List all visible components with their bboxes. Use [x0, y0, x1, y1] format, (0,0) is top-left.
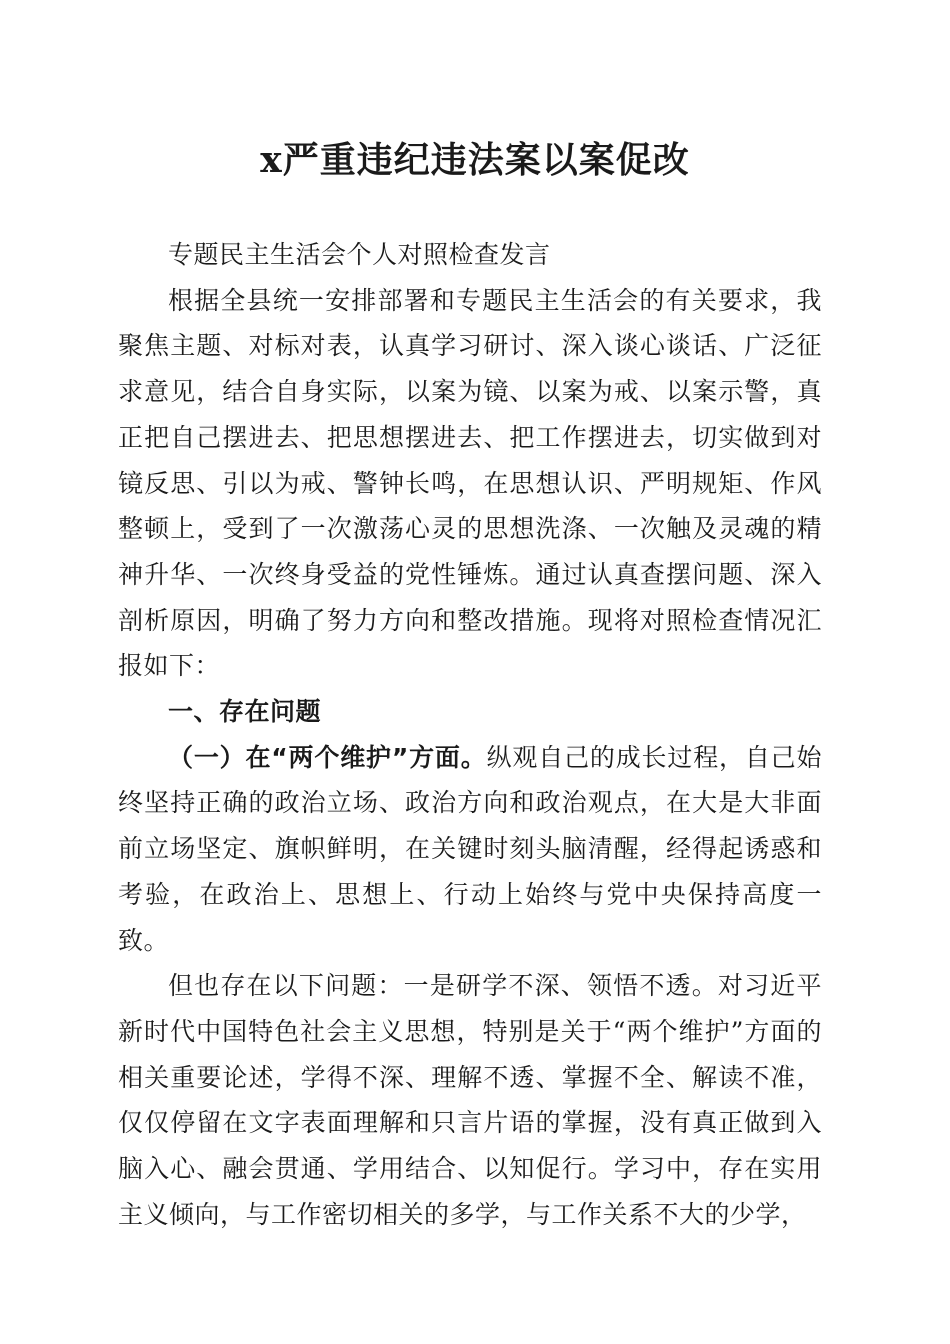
subsection-paragraph: [118, 735, 822, 964]
document-title: x严重违纪违法案以案促改: [260, 139, 690, 181]
document-body: [118, 232, 822, 1237]
subsection-heading: （一）在“两个维护”方面。: [168, 742, 487, 772]
section-heading: 一、存在问题: [168, 697, 322, 727]
intro-paragraph: 根据全县统一安排部署和专题民主生活会的有关要求，我聚焦主题、对标对表，认真学习研讨、深入谈心谈话、广泛征求意见，结合自身实际，以案为镜、以案为戒、以案示警，真正把自己摆进去、把思想摆进去、把工作摆进去，切实做到对镜反思、引以为戒、警钟长鸣，在思想认识、严明规矩、作风整顿上，受到了一次激荡心灵的思想洗涤、一次触及灵魂的精神升华、一次终身受益的党性锤炼。通过认真查摆问题、深入剖析原因，明确了努力方向和整改措施。现将对照检查情况汇报如下：: [118, 285, 822, 681]
subsection-text: 纵观自己的成长过程，自己始终坚持正确的政治立场、政治方向和政治观点，在大是大非面前立场坚定、旗帜鲜明，在关键时刻头脑清醒，经得起诱惑和考验，在政治上、思想上、行动上始终与党中央保持高度一致。: [118, 742, 822, 955]
document-subtitle: 专题民主生活会个人对照检查发言: [168, 240, 551, 269]
problems-paragraph: 但也存在以下问题：一是研学不深、领悟不透。对习近平新时代中国特色社会主义思想，特别是关于“两个维护”方面的相关重要论述，学得不深、理解不透、掌握不全、解读不准，仅仅停留在文字表面理解和只言片语的掌握，没有真正做到入脑入心、融会贯通、学用结合、以知促行。学习中，存在实用主义倾向，与工作密切相关的多学，与工作关系不大的少学，: [118, 971, 822, 1229]
